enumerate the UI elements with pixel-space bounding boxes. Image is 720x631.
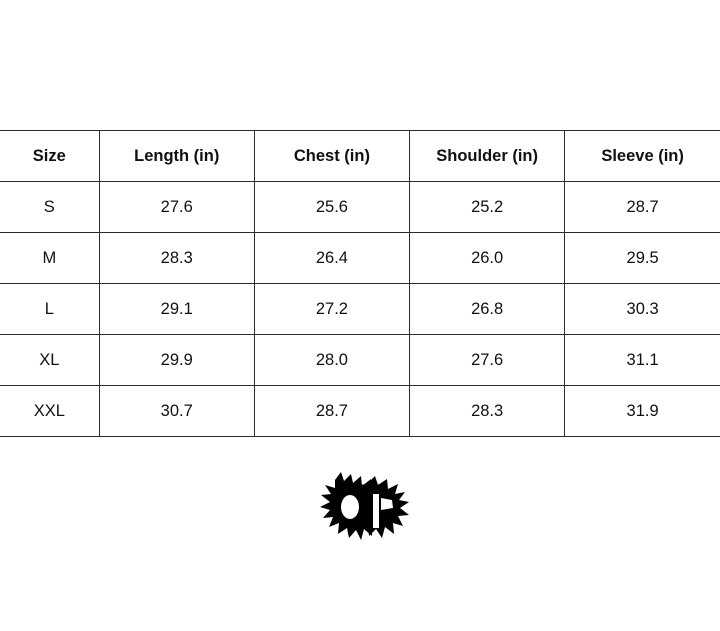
cell-length: 27.6 <box>99 182 254 233</box>
table-row <box>0 284 720 335</box>
cell-length: 28.3 <box>99 233 254 284</box>
cell-size: XXL <box>0 386 99 437</box>
column-header-shoulder: Shoulder (in) <box>410 131 565 182</box>
cell-sleeve: 31.9 <box>565 386 720 437</box>
cell-length: 30.7 <box>99 386 254 437</box>
cell-shoulder: 28.3 <box>410 386 565 437</box>
cell-chest: 27.2 <box>254 284 409 335</box>
cell-sleeve: 31.1 <box>565 335 720 386</box>
brand-logo <box>0 470 720 560</box>
cell-length: 29.9 <box>99 335 254 386</box>
size-chart-table-container <box>0 130 720 437</box>
cell-shoulder: 26.8 <box>410 284 565 335</box>
column-header-size: Size <box>0 131 99 182</box>
cell-chest: 26.4 <box>254 233 409 284</box>
op-grunge-logo-icon <box>305 470 415 560</box>
column-header-length: Length (in) <box>99 131 254 182</box>
cell-size: XL <box>0 335 99 386</box>
cell-size: S <box>0 182 99 233</box>
column-header-sleeve: Sleeve (in) <box>565 131 720 182</box>
size-chart-table <box>0 130 720 437</box>
cell-length: 29.1 <box>99 284 254 335</box>
cell-sleeve: 28.7 <box>565 182 720 233</box>
cell-shoulder: 26.0 <box>410 233 565 284</box>
cell-sleeve: 30.3 <box>565 284 720 335</box>
table-row <box>0 233 720 284</box>
table-row <box>0 386 720 437</box>
cell-chest: 25.6 <box>254 182 409 233</box>
table-header-row <box>0 131 720 182</box>
cell-shoulder: 25.2 <box>410 182 565 233</box>
cell-size: M <box>0 233 99 284</box>
table-body <box>0 182 720 437</box>
table-row <box>0 335 720 386</box>
cell-chest: 28.7 <box>254 386 409 437</box>
cell-shoulder: 27.6 <box>410 335 565 386</box>
column-header-chest: Chest (in) <box>254 131 409 182</box>
cell-chest: 28.0 <box>254 335 409 386</box>
table-row <box>0 182 720 233</box>
cell-size: L <box>0 284 99 335</box>
table-header <box>0 131 720 182</box>
cell-sleeve: 29.5 <box>565 233 720 284</box>
